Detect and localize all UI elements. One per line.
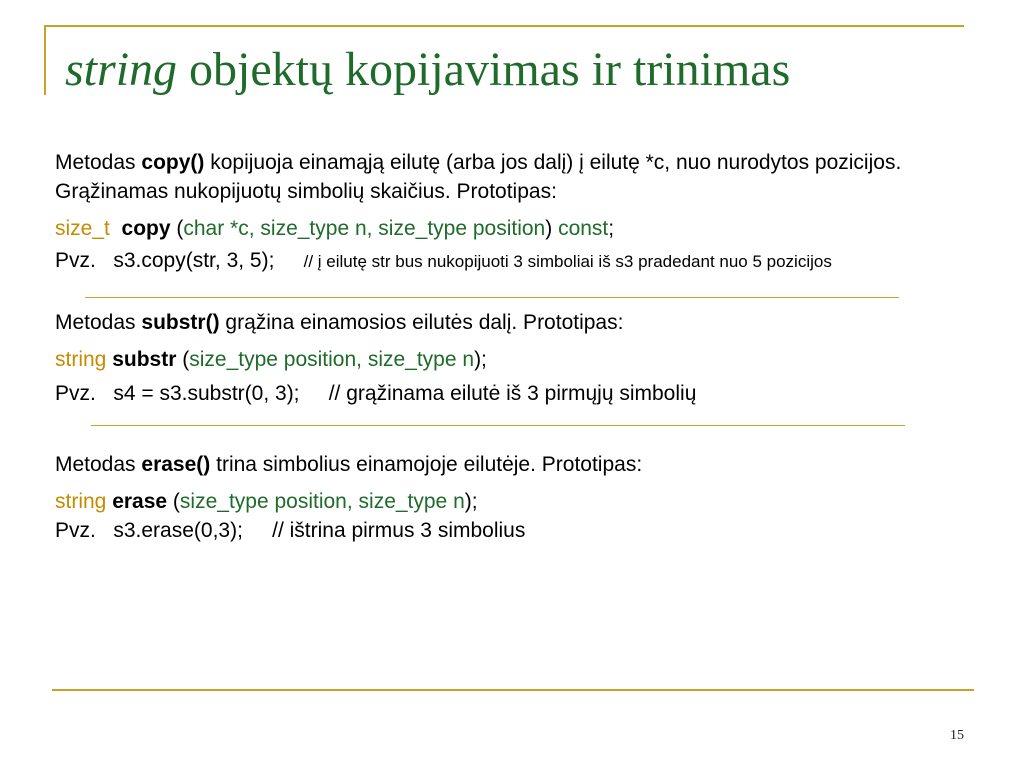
erase-proto-type: string	[55, 490, 107, 513]
substr-proto-open: (	[176, 348, 190, 371]
copy-prototype	[55, 214, 985, 243]
slide-content	[55, 148, 985, 545]
erase-example-code: s3.erase(0,3);	[113, 519, 243, 542]
copy-proto-name: copy	[121, 217, 171, 240]
substr-proto-name: substr	[112, 348, 177, 371]
erase-proto-params: size_type position, size_type n	[179, 490, 465, 513]
substr-example-label: Pvz.	[55, 382, 96, 405]
erase-proto-end: );	[464, 490, 478, 513]
slide-title-rest: objektų kopijavimas ir trinimas	[177, 43, 791, 96]
substr-proto-params: size_type position, size_type n	[189, 348, 475, 371]
page-number: 15	[950, 728, 964, 743]
copy-proto-type: size_t	[55, 217, 110, 240]
erase-proto-name: erase	[112, 490, 168, 513]
copy-proto-params: char *c, size_type n, size_type position	[183, 217, 546, 240]
frame-left-rule	[44, 25, 46, 95]
slide-title	[65, 42, 790, 98]
copy-proto-const: const	[558, 217, 609, 240]
substr-prototype	[55, 345, 985, 374]
erase-description	[55, 450, 985, 479]
copy-method-name: copy()	[141, 151, 205, 174]
erase-method-name: erase()	[141, 453, 211, 476]
slide-title-italic: string	[65, 43, 178, 96]
separator-1	[85, 297, 899, 298]
copy-description	[55, 148, 985, 206]
substr-proto-end: );	[474, 348, 487, 371]
substr-example-code: s4 = s3.substr(0, 3);	[113, 382, 300, 405]
erase-example-label: Pvz.	[55, 519, 96, 542]
substr-example-comment: // grąžinama eilutė iš 3 pirmųjų simbolių	[328, 382, 697, 405]
copy-proto-close: )	[545, 217, 559, 240]
copy-example-code: s3.copy(str, 3, 5);	[113, 249, 275, 272]
erase-intro-prefix: Metodas	[55, 453, 142, 476]
substr-description	[55, 308, 985, 337]
copy-proto-open: (	[170, 217, 184, 240]
copy-intro-rest: kopijuoja einamąją eilutę (arba jos dalį) į eilutę *c, nuo nurodytos pozicijos. Grąžinamas nukopijuotų simbolių skaičius. Prototipas:	[55, 151, 902, 203]
copy-example-comment: // į eilutę str bus nukopijuoti 3 simboliai iš s3 pradedant nuo 5 pozicijos	[303, 252, 832, 271]
copy-intro-prefix: Metodas	[55, 151, 142, 174]
copy-example	[55, 248, 985, 275]
frame-top-rule	[44, 25, 964, 27]
erase-intro-rest: trina simbolius einamojoje eilutėje. Prototipas:	[210, 453, 643, 476]
erase-example-comment: // ištrina pirmus 3 simbolius	[272, 519, 526, 542]
substr-proto-type: string	[55, 348, 107, 371]
substr-intro-prefix: Metodas	[55, 311, 142, 334]
separator-2	[91, 425, 905, 426]
copy-example-label: Pvz.	[55, 249, 96, 272]
substr-example	[55, 379, 985, 408]
copy-proto-end: ;	[608, 217, 615, 240]
substr-method-name: substr()	[141, 311, 220, 334]
erase-prototype	[55, 487, 985, 516]
erase-proto-open: (	[167, 490, 180, 513]
erase-example	[55, 516, 985, 545]
footer-rule	[52, 689, 974, 691]
substr-intro-rest: grąžina einamosios eilutės dalį. Prototipas:	[219, 311, 624, 334]
